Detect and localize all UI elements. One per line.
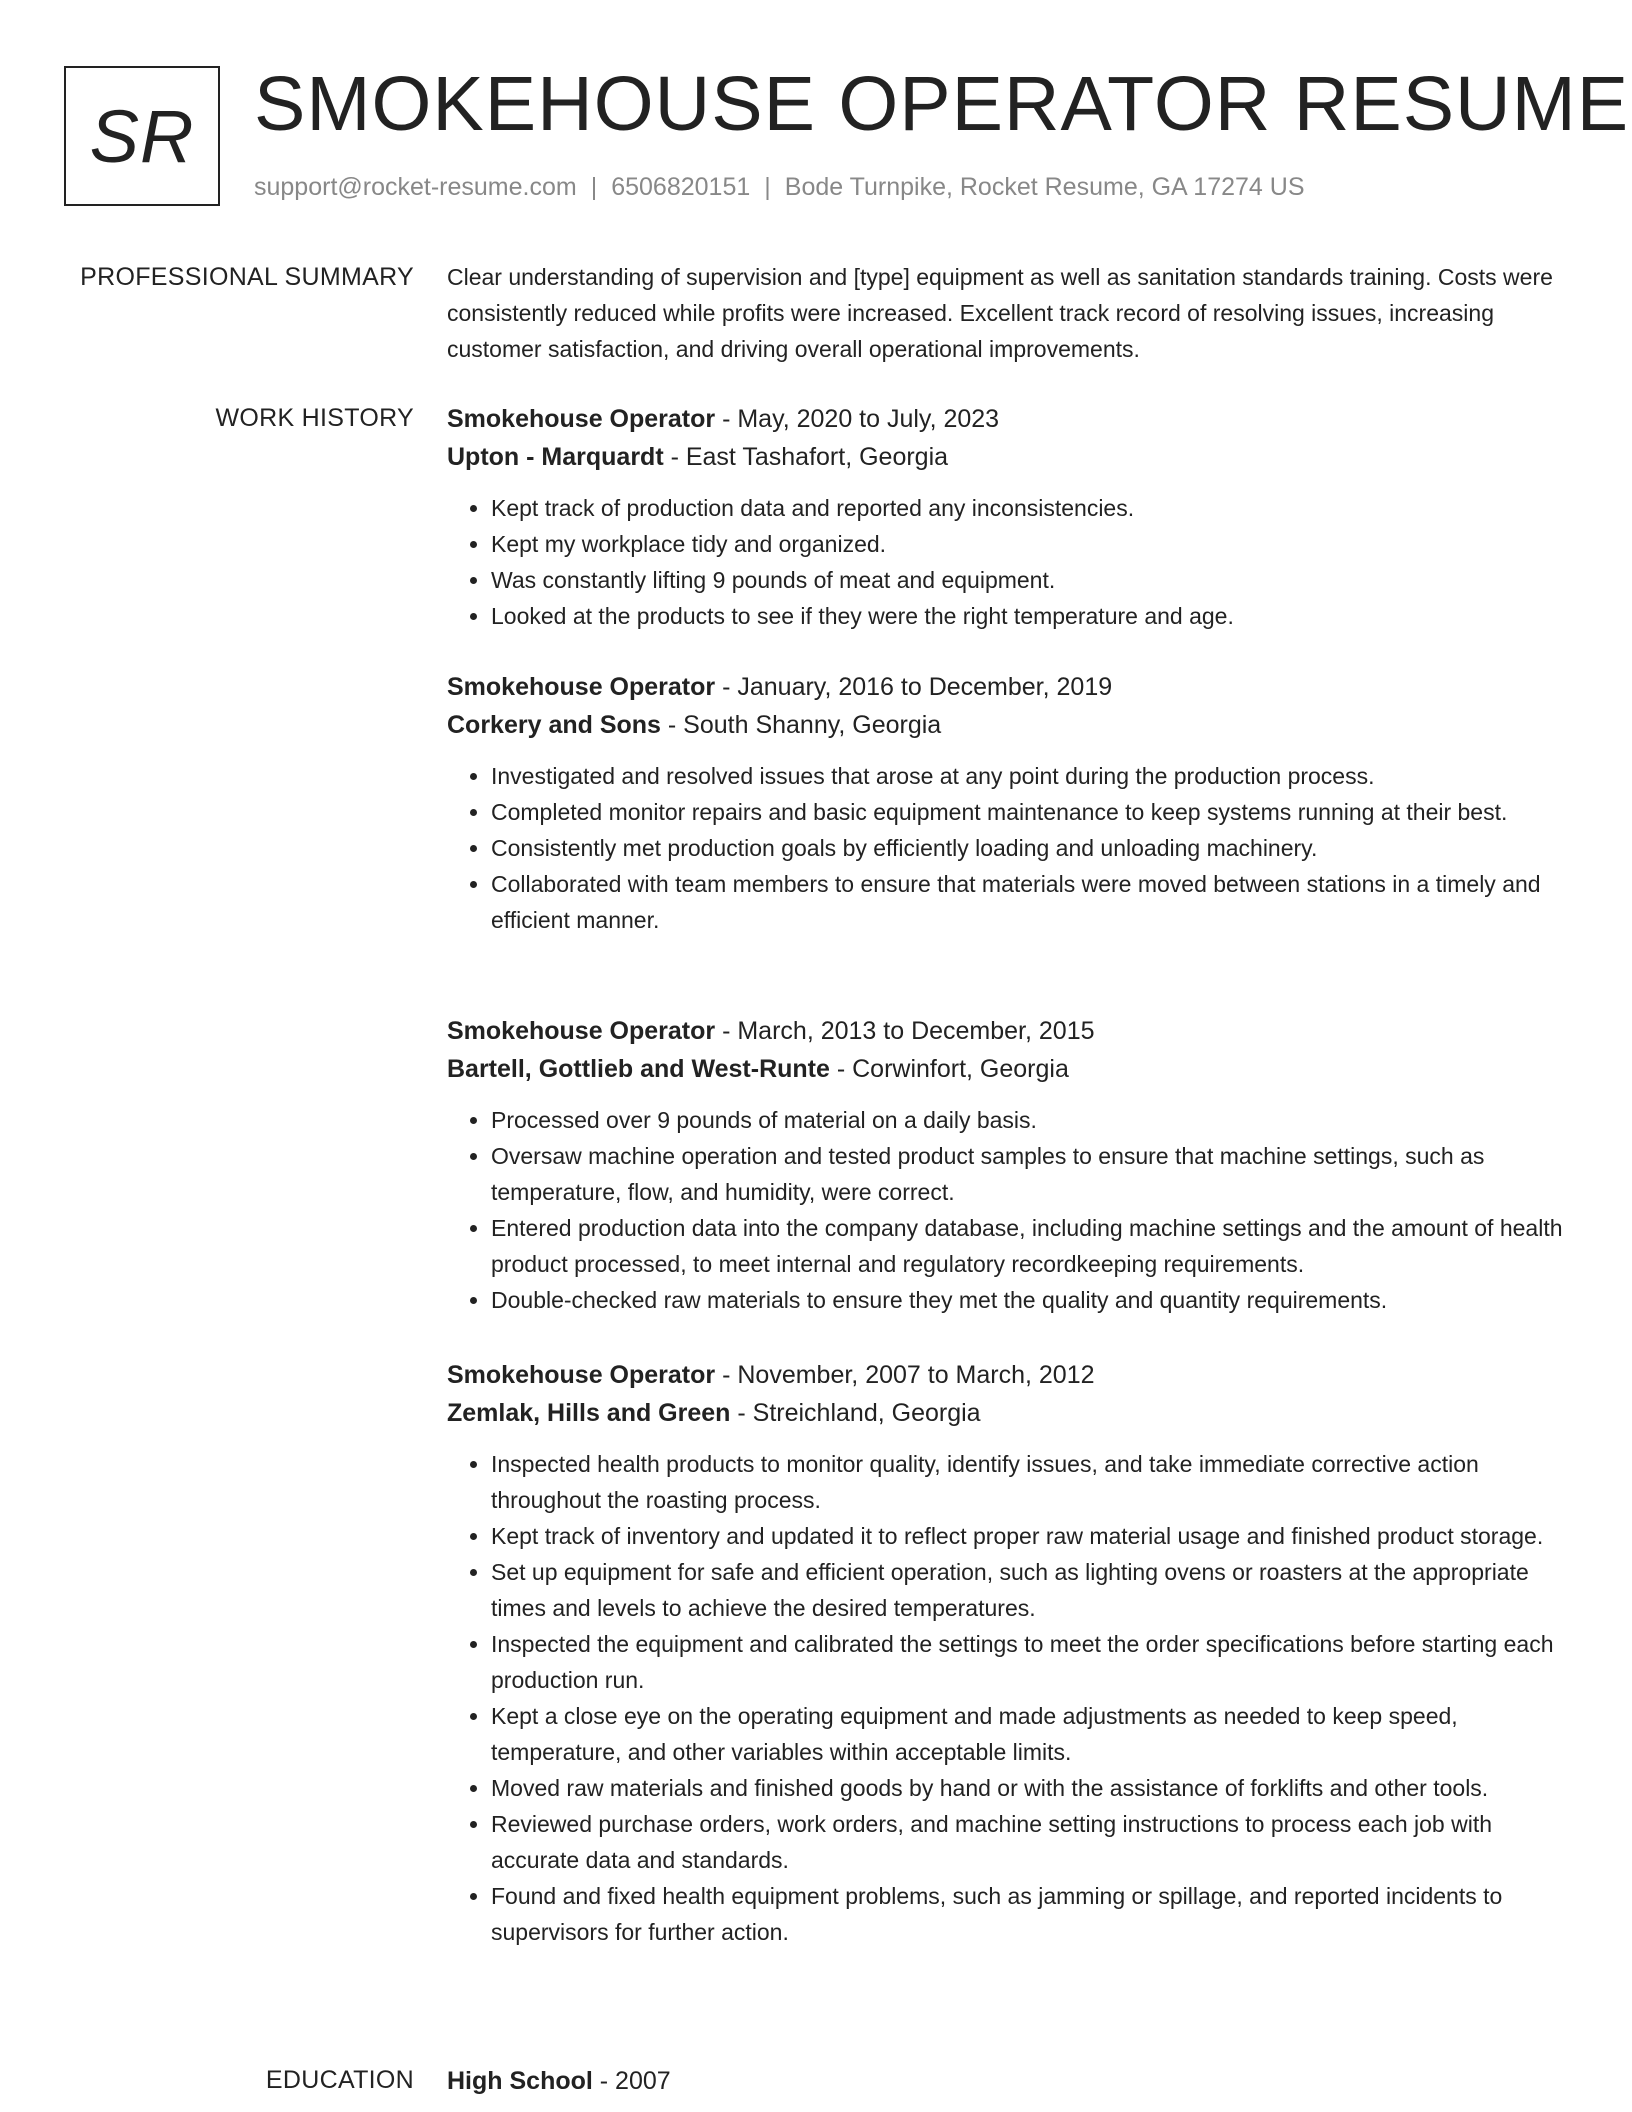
- job-company-line: [447, 706, 1572, 744]
- job-dates: - January, 2016 to December, 2019: [715, 673, 1113, 701]
- job-company-line: [447, 1394, 1572, 1432]
- job-entry: [447, 400, 1572, 634]
- job-bullet: • Was constantly lifting 9 pounds of meat and equipment.: [491, 562, 1572, 598]
- education-line: [447, 2062, 1572, 2100]
- job-company: Corkery and Sons: [447, 711, 661, 739]
- job-company-line: [447, 1050, 1572, 1088]
- job-title-line: [447, 668, 1572, 706]
- job-location: - South Shanny, Georgia: [660, 711, 942, 739]
- education-degree: High School: [447, 2067, 593, 2095]
- job-bullet: • Consistently met production goals by efficiently loading and unloading machinery.: [491, 830, 1572, 866]
- contact-separator: |: [764, 173, 771, 201]
- job-bullet: • Kept a close eye on the operating equipment and made adjustments as needed to keep speed, temperature, and other variables within acceptable limits.: [491, 1698, 1572, 1770]
- job-entry: [447, 1012, 1572, 1318]
- summary-heading: PROFESSIONAL SUMMARY: [80, 263, 414, 291]
- education-entry: [447, 2062, 1572, 2100]
- job-bullets: [447, 1102, 1572, 1318]
- job-bullet: • Investigated and resolved issues that arose at any point during the production process.: [491, 758, 1572, 794]
- job-location: - East Tashafort, Georgia: [663, 443, 949, 471]
- monogram-box: [64, 66, 220, 206]
- job-company-line: [447, 438, 1572, 476]
- job-bullet: • Looked at the products to see if they were the right temperature and age.: [491, 598, 1572, 634]
- summary-text: Clear understanding of supervision and [type] equipment as well as sanitation standards training. Costs were consistently reduced while profits were increased. Excellent track record of resolving issues, increasing customer satisfaction, and driving overall operational improvements.: [447, 264, 1553, 362]
- job-dates: - March, 2013 to December, 2015: [715, 1017, 1095, 1045]
- job-location: - Streichland, Georgia: [730, 1399, 981, 1427]
- job-bullet: • Kept track of inventory and updated it to reflect proper raw material usage and finished product storage.: [491, 1518, 1572, 1554]
- job-entry: [447, 668, 1572, 938]
- job-bullet: • Collaborated with team members to ensure that materials were moved between stations in a timely and efficient manner.: [491, 866, 1572, 938]
- job-bullet: • Reviewed purchase orders, work orders, and machine setting instructions to process each job with accurate data and standards.: [491, 1806, 1572, 1878]
- job-bullet: • Oversaw machine operation and tested product samples to ensure that machine settings, such as temperature, flow, and humidity, were correct.: [491, 1138, 1572, 1210]
- job-bullet: • Inspected the equipment and calibrated the settings to meet the order specifications before starting each production run.: [491, 1626, 1572, 1698]
- contact-separator: |: [590, 173, 598, 201]
- job-bullet: • Kept track of production data and reported any inconsistencies.: [491, 490, 1572, 526]
- contact-address: Bode Turnpike, Rocket Resume, GA 17274 US: [784, 173, 1305, 201]
- job-bullet: • Moved raw materials and finished goods by hand or with the assistance of forklifts and other tools.: [491, 1770, 1572, 1806]
- education-heading: EDUCATION: [265, 2066, 414, 2094]
- job-dates: - May, 2020 to July, 2023: [715, 405, 1000, 433]
- job-bullet: • Found and fixed health equipment problems, such as jamming or spillage, and reported incidents to supervisors for further action.: [491, 1878, 1572, 1950]
- job-bullet: • Set up equipment for safe and efficient operation, such as lighting ovens or roasters at the appropriate times and levels to achieve the desired temperatures.: [491, 1554, 1572, 1626]
- job-title: Smokehouse Operator: [447, 405, 716, 433]
- work-history-heading: WORK HISTORY: [215, 404, 414, 432]
- job-title: Smokehouse Operator: [447, 1361, 716, 1389]
- job-bullets: [447, 758, 1572, 938]
- job-title-line: [447, 1012, 1572, 1050]
- education-year: - 2007: [592, 2067, 671, 2095]
- job-dates: - November, 2007 to March, 2012: [715, 1361, 1095, 1389]
- contact-email: support@rocket-resume.com: [254, 173, 577, 201]
- job-bullet: • Entered production data into the company database, including machine settings and the amount of health product processed, to meet internal and regulatory recordkeeping requirements.: [491, 1210, 1572, 1282]
- job-title-line: [447, 400, 1572, 438]
- job-bullet: • Double-checked raw materials to ensure they met the quality and quantity requirements.: [491, 1282, 1572, 1318]
- job-company: Bartell, Gottlieb and West-Runte: [447, 1055, 830, 1083]
- contact-line: [254, 173, 1305, 202]
- job-title: Smokehouse Operator: [447, 1017, 716, 1045]
- summary-body: [447, 259, 1572, 367]
- contact-phone: 6506820151: [611, 173, 751, 201]
- job-bullet: • Completed monitor repairs and basic equipment maintenance to keep systems running at their best.: [491, 794, 1572, 830]
- job-bullet: • Inspected health products to monitor quality, identify issues, and take immediate corrective action throughout the roasting process.: [491, 1446, 1572, 1518]
- job-company: Upton - Marquardt: [447, 443, 664, 471]
- job-bullet: • Processed over 9 pounds of material on a daily basis.: [491, 1102, 1572, 1138]
- job-title-line: [447, 1356, 1572, 1394]
- job-entry: [447, 1356, 1572, 1950]
- job-location: - Corwinfort, Georgia: [829, 1055, 1069, 1083]
- resume-title: SMOKEHOUSE OPERATOR RESUME: [254, 61, 1630, 147]
- job-bullets: [447, 490, 1572, 634]
- job-title: Smokehouse Operator: [447, 673, 716, 701]
- monogram-initials: SR: [89, 94, 195, 178]
- job-bullet: • Kept my workplace tidy and organized.: [491, 526, 1572, 562]
- job-bullets: [447, 1446, 1572, 1950]
- job-company: Zemlak, Hills and Green: [447, 1399, 731, 1427]
